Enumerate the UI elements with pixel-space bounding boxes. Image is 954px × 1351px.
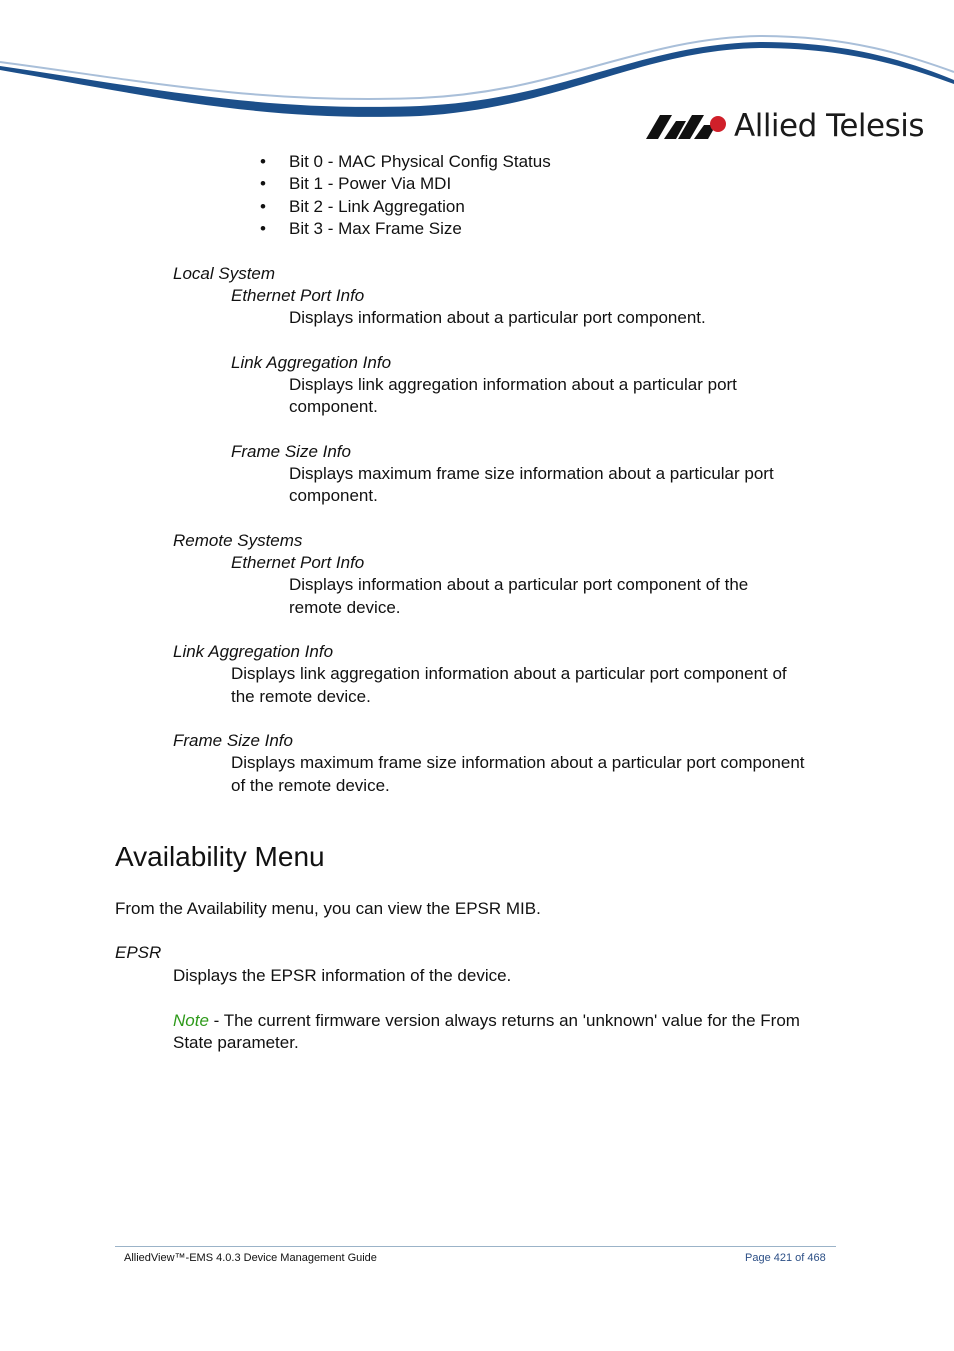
bullet-dot: • — [260, 152, 266, 171]
remote-ethernet-title: Ethernet Port Info — [231, 553, 365, 572]
note-text: - The current firmware version always returns an 'unknown' value for the From — [208, 1011, 800, 1030]
remote-frame-desc: Displays maximum frame size information about a particular port component — [231, 753, 805, 772]
logo-text: Allied Telesis — [734, 108, 924, 144]
list-item: Bit 1 - Power Via MDI — [289, 174, 452, 193]
bullet-dot: • — [260, 174, 266, 193]
local-link-desc: Displays link aggregation information about a particular port — [289, 375, 737, 394]
section-heading: Availability Menu — [115, 841, 325, 872]
remote-link-desc-cont: the remote device. — [231, 687, 371, 706]
allied-telesis-logo — [646, 106, 924, 146]
remote-frame-title: Frame Size Info — [173, 731, 293, 750]
bullet-dot: • — [260, 197, 266, 216]
local-link-desc-cont: component. — [289, 397, 378, 416]
footer-divider — [115, 1246, 836, 1247]
page-number: Page 421 of 468 — [745, 1252, 826, 1264]
local-link-title: Link Aggregation Info — [231, 353, 392, 372]
remote-ethernet-desc: Displays information about a particular port component of the — [289, 575, 749, 594]
footer-title: AlliedView™-EMS 4.0.3 Device Management Guide — [124, 1252, 377, 1264]
local-frame-desc-cont: component. — [289, 486, 378, 505]
remote-frame-desc-cont: of the remote device. — [231, 776, 390, 795]
local-frame-title: Frame Size Info — [231, 442, 351, 461]
list-item: Bit 3 - Max Frame Size — [289, 219, 462, 238]
local-frame-desc: Displays maximum frame size information about a particular port — [289, 464, 774, 483]
local-ethernet-desc: Displays information about a particular port component. — [289, 308, 706, 327]
local-system-title: Local System — [173, 264, 276, 283]
epsr-title: EPSR — [115, 943, 162, 962]
local-ethernet-title: Ethernet Port Info — [231, 286, 365, 305]
logo-mark-icon — [646, 111, 728, 141]
note-paragraph — [173, 1010, 800, 1032]
note-text-cont: State parameter. — [173, 1033, 299, 1052]
remote-ethernet-desc-cont: remote device. — [289, 598, 401, 617]
list-item: Bit 0 - MAC Physical Config Status — [289, 152, 551, 171]
remote-systems-title: Remote Systems — [173, 531, 303, 550]
bullet-dot: • — [260, 219, 266, 238]
remote-link-desc: Displays link aggregation information about a particular port component of — [231, 664, 787, 683]
remote-link-title: Link Aggregation Info — [173, 642, 334, 661]
note-label: Note — [173, 1011, 209, 1030]
epsr-desc: Displays the EPSR information of the device. — [173, 966, 512, 985]
list-item: Bit 2 - Link Aggregation — [289, 197, 465, 216]
availability-intro: From the Availability menu, you can view the EPSR MIB. — [115, 899, 541, 918]
